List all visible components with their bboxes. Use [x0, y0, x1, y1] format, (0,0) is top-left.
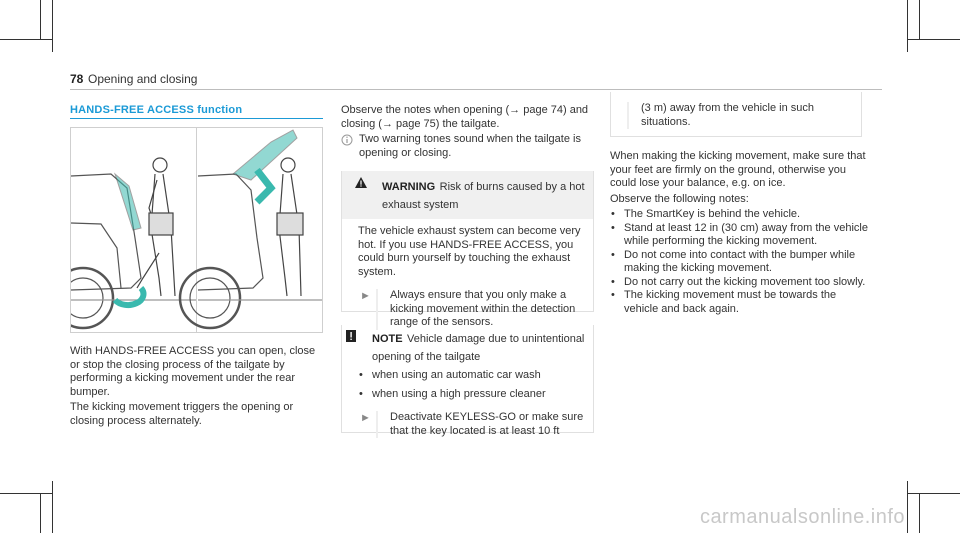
trigger-paragraph: The kicking movement triggers the opening or closing process alternately.	[70, 401, 294, 427]
notes-list	[610, 208, 868, 316]
list-item: • The SmartKey is behind the vehicle.	[611, 208, 801, 220]
crop-mark	[52, 0, 53, 52]
crop-mark	[907, 0, 908, 52]
crop-mark	[0, 39, 52, 40]
arrow-right-icon: ►	[360, 290, 371, 302]
info-text: Two warning tones sound when the tailgate is opening or closing.	[359, 133, 581, 159]
warning-body: The vehicle exhaust system can become very hot. If you use HANDS-FREE ACCESS, you could burn yourself by touching the exhaust system.	[358, 225, 581, 278]
arrow-right-icon: ►	[360, 412, 371, 424]
warning-action: Always ensure that you only make a kicking movement within the detection range of the sensors.	[390, 289, 576, 328]
car-rear-right	[180, 174, 322, 328]
note-list	[358, 369, 593, 401]
list-item: • when using an automatic car wash	[359, 369, 541, 381]
crop-mark	[908, 493, 960, 494]
note-title: Vehicle damage due to unintentional opening of the tailgate	[372, 333, 585, 363]
person-left	[137, 158, 175, 296]
intro-paragraph: With HANDS-FREE ACCESS you can open, close or stop the closing process of the tailgate by performing a kicking movement under the rear bumper.	[70, 345, 316, 398]
tailgate-arrow-right	[257, 170, 271, 202]
balance-paragraph: When making the kicking movement, make sure that your feet are firmly on the ground, otherwise you could lose your balance, e.g. on ice.	[610, 150, 866, 189]
crop-mark	[908, 39, 960, 40]
observe-notes-paragraph: Observe the notes when opening (→ page 74) and closing (→ page 75) the tailgate.	[341, 104, 589, 130]
warning-triangle-icon	[354, 176, 368, 194]
info-icon	[341, 133, 353, 151]
note-label: NOTE	[372, 333, 403, 345]
bullet-icon: •	[611, 248, 615, 261]
note-icon	[346, 329, 356, 347]
list-item: • Do not carry out the kicking movement too slowly.	[611, 275, 866, 288]
warning-box	[341, 171, 594, 328]
page-title: Opening and closing	[88, 72, 198, 86]
note-continuation-box	[610, 92, 862, 137]
note-action: Deactivate KEYLESS-GO or make sure that the key located is at least 10 ft	[390, 411, 584, 437]
note-continuation: (3 m) away from the vehicle in such situations.	[641, 102, 815, 128]
crop-mark	[40, 0, 41, 40]
crop-mark	[52, 481, 53, 533]
person-right	[277, 158, 303, 296]
bullet-icon: •	[359, 387, 363, 400]
header-divider	[70, 89, 882, 90]
section-divider	[70, 118, 323, 119]
observe-following: Observe the following notes:	[610, 192, 749, 205]
list-item: • Stand at least 12 in (30 cm) away from the vehicle while performing the kicking movement.	[611, 221, 868, 247]
warning-title: Risk of burns caused by a hot exhaust system	[382, 181, 585, 211]
bullet-icon: •	[611, 208, 615, 220]
kick-gesture-illustration	[71, 128, 322, 332]
crop-mark	[0, 493, 52, 494]
warning-label: WARNING	[382, 181, 436, 193]
tailgate-left	[115, 174, 141, 230]
list-item: • Do not come into contact with the bumper while making the kicking movement.	[611, 248, 856, 274]
bullet-icon: •	[611, 289, 615, 301]
warning-header	[342, 171, 593, 219]
crop-mark	[907, 481, 908, 533]
list-item: • when using a high pressure cleaner	[359, 387, 546, 400]
section-title: HANDS-FREE ACCESS function	[70, 104, 243, 116]
page-number: 78	[70, 72, 84, 86]
kick-arrow-left	[115, 288, 143, 305]
crop-mark	[919, 0, 920, 40]
crop-mark	[40, 493, 41, 533]
bullet-icon: •	[611, 221, 615, 234]
watermark: carmanualsonline.info	[699, 506, 905, 528]
crop-mark	[919, 493, 920, 533]
bullet-icon: •	[611, 275, 615, 288]
bullet-icon: •	[359, 369, 363, 381]
note-box	[341, 325, 594, 437]
list-item: • The kicking movement must be towards the vehicle and back again.	[611, 289, 837, 315]
